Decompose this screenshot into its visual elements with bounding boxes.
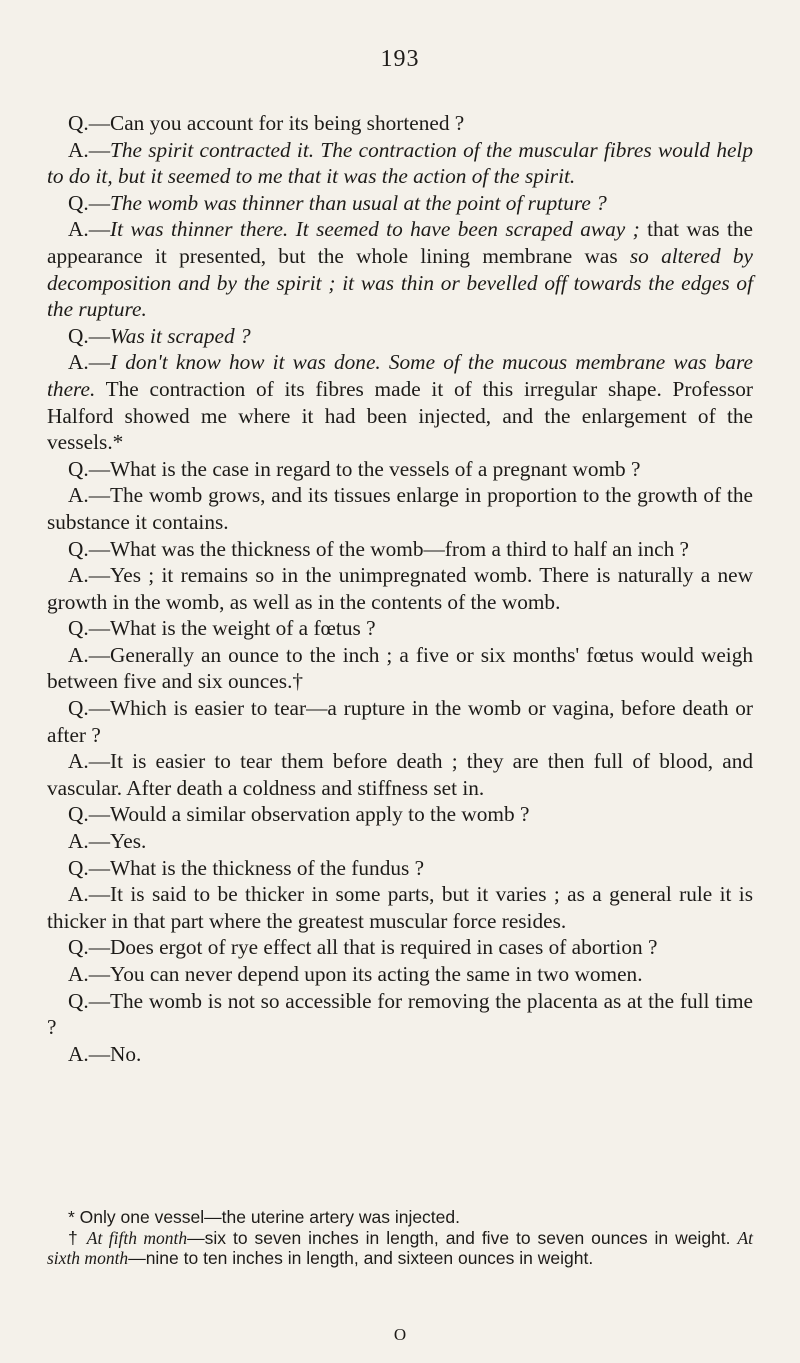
- italic-text: so altered by decomposition and by the spirit ; it was thin or bevelled off towards the edges of the rupture.: [47, 243, 753, 322]
- text-segment: A.—You can never depend upon its acting the same in two women.: [68, 962, 643, 986]
- text-segment: Q.—Can you account for its being shortened ?: [68, 111, 465, 135]
- qa-paragraph: [47, 881, 753, 934]
- qa-paragraph: [47, 988, 753, 1041]
- italic-text: At fifth month: [86, 1227, 188, 1248]
- qa-paragraph: [47, 190, 753, 217]
- signature-mark: O: [393, 1325, 407, 1344]
- qa-paragraph: [47, 695, 753, 748]
- text-segment: Q.—What is the thickness of the fundus ?: [68, 855, 425, 880]
- italic-text: It was thinner there. It seemed to have been scraped away ;: [110, 217, 640, 242]
- qa-paragraph: [47, 349, 753, 455]
- qa-paragraph: [47, 642, 753, 695]
- italic-text: Was it scraped ?: [110, 323, 251, 348]
- text-segment: that was the appearance it presented, but the whole lining membrane was: [47, 217, 754, 268]
- text-segment: The contraction of its fibres made it of this irregular shape. Professor Halford showed me where it had been injected, and the enlargement of the vessels.*: [47, 376, 753, 455]
- text-segment: A.—Generally an ounce to the inch ; a five or six months' fœtus would weigh between five and six ounces.†: [47, 642, 753, 694]
- italic-text: The womb was thinner than usual at the point of rupture ?: [110, 190, 607, 215]
- text-segment: —nine to ten inches in length, and sixteen ounces in weight.: [128, 1248, 594, 1268]
- text-segment: Q.—What was the thickness of the womb—from a third to half an inch ?: [68, 536, 689, 561]
- text-segment: Q.—The womb is not so accessible for removing the placenta as at the full time ?: [47, 988, 753, 1040]
- text-segment: A.—: [68, 350, 111, 375]
- footnotes: [47, 1207, 753, 1269]
- italic-text: I don't know how it was done. Some of the mucous membrane was bare there.: [47, 350, 753, 401]
- text-segment: A.—It is said to be thicker in some parts, but it varies ; as a general rule it is thicker in that part where the greatest muscular force resides.: [47, 882, 753, 933]
- text-segment: Q.—: [68, 323, 111, 348]
- qa-paragraph: [47, 536, 753, 563]
- italic-text: The spirit contracted it. The contraction of the muscular fibres would help to do it, but it seemed to me that it was the action of the spirit.: [47, 137, 753, 189]
- qa-paragraph: [47, 615, 753, 642]
- qa-paragraph: [47, 934, 753, 961]
- qa-paragraph: [47, 323, 753, 350]
- page-number: 193: [380, 46, 420, 72]
- qa-paragraph: [47, 748, 753, 801]
- qa-paragraph: [47, 828, 753, 855]
- text-segment: Q.—Which is easier to tear—a rupture in the womb or vagina, before death or after ?: [47, 696, 753, 747]
- qa-paragraph: [47, 855, 753, 882]
- footnote: [47, 1228, 753, 1269]
- italic-text: At sixth month: [47, 1227, 754, 1268]
- text-segment: Q.—What is the case in regard to the vessels of a pregnant womb ?: [68, 456, 641, 481]
- main-text: [47, 110, 753, 1067]
- qa-paragraph: [47, 110, 753, 137]
- qa-paragraph: [47, 562, 753, 615]
- text-segment: A.—: [68, 217, 111, 242]
- text-segment: A.—Yes ; it remains so in the unimpregnated womb. There is naturally a new growth in the womb, as well as in the contents of the womb.: [47, 563, 753, 614]
- text-segment: Q.—What is the weight of a fœtus ?: [68, 616, 376, 641]
- qa-paragraph: [47, 961, 753, 988]
- qa-paragraph: [47, 137, 753, 190]
- footnote: [47, 1207, 753, 1228]
- text-segment: Q.—Does ergot of rye effect all that is required in cases of abortion ?: [68, 935, 658, 960]
- qa-paragraph: [47, 482, 753, 535]
- text-segment: —six to seven inches in length, and five to seven ounces in weight.: [187, 1227, 738, 1248]
- qa-paragraph: [47, 216, 753, 322]
- text-segment: †: [68, 1227, 87, 1248]
- qa-paragraph: [47, 456, 753, 483]
- text-segment: * Only one vessel—the uterine artery was injected.: [68, 1207, 460, 1227]
- text-segment: Q.—Would a similar observation apply to the womb ?: [68, 802, 530, 827]
- text-segment: A.—The womb grows, and its tissues enlarge in proportion to the growth of the substance it contains.: [47, 483, 753, 534]
- text-segment: A.—It is easier to tear them before death ; they are then full of blood, and vascular. After death a coldness and stiffness set in.: [47, 749, 753, 800]
- qa-paragraph: [47, 801, 753, 828]
- text-segment: Q.—: [68, 190, 111, 215]
- qa-paragraph: [47, 1041, 753, 1068]
- text-segment: A.—No.: [68, 1041, 142, 1066]
- text-segment: A.—Yes.: [68, 829, 147, 854]
- text-segment: A.—: [68, 137, 111, 162]
